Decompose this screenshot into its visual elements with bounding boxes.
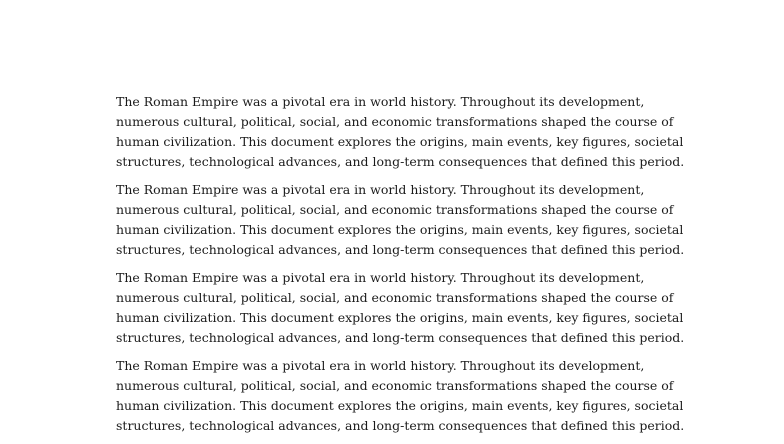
text-line: numerous cultural, political, social, and economic transformations shaped the course of xyxy=(116,114,674,129)
paragraph xyxy=(116,180,685,260)
text-line: numerous cultural, political, social, and economic transformations shaped the course of xyxy=(116,378,674,393)
text-line: The Roman Empire was a pivotal era in world history. Throughout its development, xyxy=(116,270,645,285)
paragraph xyxy=(116,356,685,436)
paragraph xyxy=(116,92,685,172)
text-line: structures, technological advances, and long-term consequences that defined this period. xyxy=(116,242,685,257)
paragraph xyxy=(116,268,685,348)
text-line: numerous cultural, political, social, and economic transformations shaped the course of xyxy=(116,202,674,217)
text-line: The Roman Empire was a pivotal era in world history. Throughout its development, xyxy=(116,94,645,109)
text-line: human civilization. This document explores the origins, main events, key figures, societal xyxy=(116,134,684,149)
text-line: human civilization. This document explores the origins, main events, key figures, societal xyxy=(116,398,684,413)
document-body xyxy=(116,92,685,444)
text-line: numerous cultural, political, social, and economic transformations shaped the course of xyxy=(116,290,674,305)
text-line: The Roman Empire was a pivotal era in world history. Throughout its development, xyxy=(116,358,645,373)
text-line: human civilization. This document explores the origins, main events, key figures, societal xyxy=(116,222,684,237)
text-line: The Roman Empire was a pivotal era in world history. Throughout its development, xyxy=(116,182,645,197)
text-line: structures, technological advances, and long-term consequences that defined this period. xyxy=(116,418,685,433)
text-line: human civilization. This document explores the origins, main events, key figures, societal xyxy=(116,310,684,325)
text-line: structures, technological advances, and long-term consequences that defined this period. xyxy=(116,330,685,345)
text-line: structures, technological advances, and long-term consequences that defined this period. xyxy=(116,154,685,169)
